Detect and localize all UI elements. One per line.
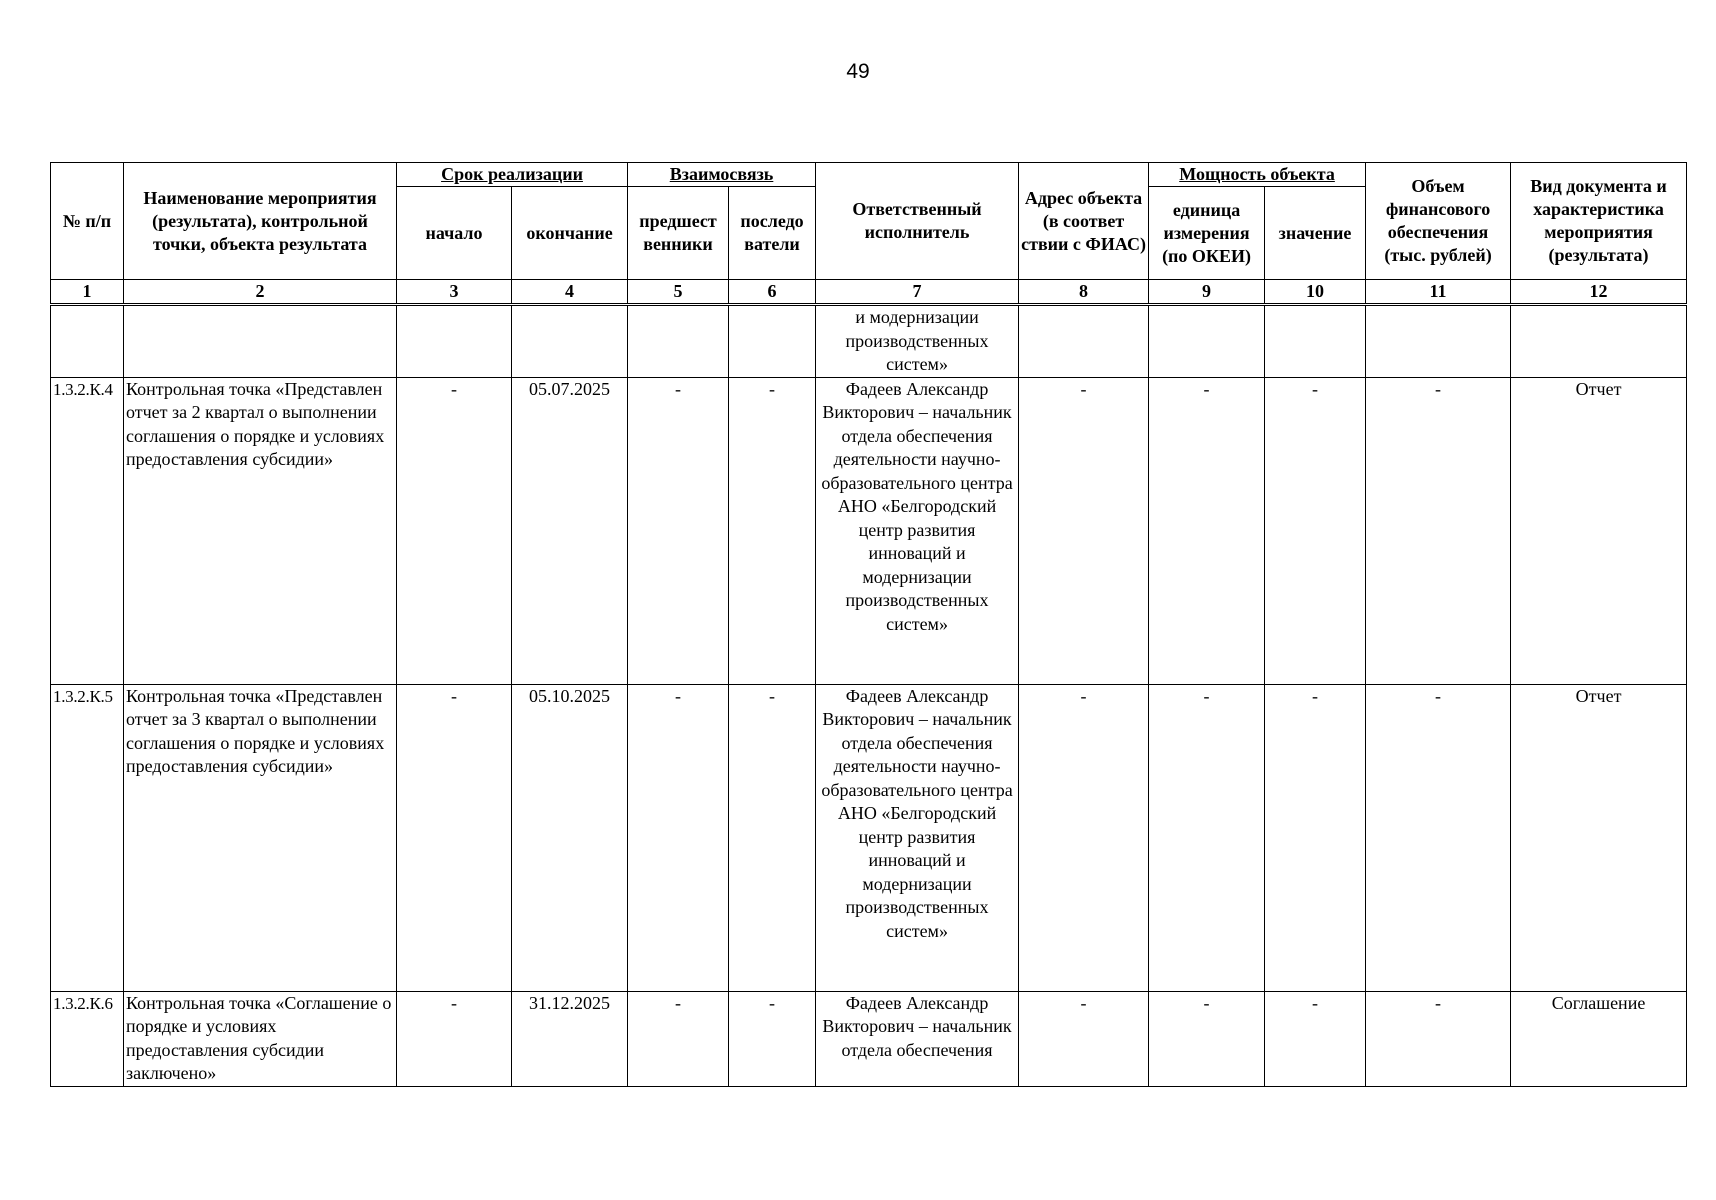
- header-successors: последо ватели: [729, 187, 816, 280]
- cell-predecessors: -: [628, 377, 729, 684]
- table-row: [51, 377, 1687, 684]
- cell-name: Контрольная точка «Представлен отчет за 2 квартал о выполнении соглашения о порядке и условиях предоставления субсидии»: [124, 377, 397, 684]
- column-number: 11: [1366, 280, 1511, 305]
- cell-unit: -: [1149, 377, 1265, 684]
- page-number: 49: [846, 60, 870, 83]
- empty-cell: [1511, 305, 1687, 378]
- column-number: 12: [1511, 280, 1687, 305]
- column-number: 7: [816, 280, 1019, 305]
- table-header: [51, 163, 1687, 305]
- plan-table: [50, 162, 1687, 1087]
- cell-responsible: Фадеев Александр Викторович – начальник отдела обеспечения деятельности научно-образовательного центра АНО «Белгородский центр развития инноваций и модернизации производственных систем»: [816, 377, 1019, 684]
- cell-address: -: [1019, 991, 1149, 1086]
- column-number: 9: [1149, 280, 1265, 305]
- cell-doc: Отчет: [1511, 377, 1687, 684]
- empty-cell: [1019, 305, 1149, 378]
- empty-cell: [512, 305, 628, 378]
- header-doc: Вид документа и характеристика мероприятия (результата): [1511, 163, 1687, 280]
- cell-responsible: Фадеев Александр Викторович – начальник отдела обеспечения: [816, 991, 1019, 1086]
- header-capacity: Мощность объекта: [1149, 163, 1366, 187]
- continuation-row: [51, 305, 1687, 378]
- column-number: 3: [397, 280, 512, 305]
- cell-predecessors: -: [628, 991, 729, 1086]
- cell-address: -: [1019, 377, 1149, 684]
- empty-cell: [51, 305, 124, 378]
- cell-address: -: [1019, 684, 1149, 991]
- cell-unit: -: [1149, 684, 1265, 991]
- cell-name: Контрольная точка «Соглашение о порядке и условиях предоставления субсидии заключено»: [124, 991, 397, 1086]
- cell-num: 1.3.2.К.4: [51, 377, 124, 684]
- header-value: значение: [1265, 187, 1366, 280]
- header-start: начало: [397, 187, 512, 280]
- column-number: 6: [729, 280, 816, 305]
- column-number: 8: [1019, 280, 1149, 305]
- cell-successors: -: [729, 684, 816, 991]
- cell-predecessors: -: [628, 684, 729, 991]
- cell-value: -: [1265, 991, 1366, 1086]
- header-unit: единица измерения (по ОКЕИ): [1149, 187, 1265, 280]
- cell-num: 1.3.2.К.5: [51, 684, 124, 991]
- header-responsible: Ответственный исполнитель: [816, 163, 1019, 280]
- empty-cell: [124, 305, 397, 378]
- cell-start: -: [397, 684, 512, 991]
- header-end: окончание: [512, 187, 628, 280]
- empty-cell: [397, 305, 512, 378]
- cell-responsible: Фадеев Александр Викторович – начальник отдела обеспечения деятельности научно-образовательного центра АНО «Белгородский центр развития инноваций и модернизации производственных систем»: [816, 684, 1019, 991]
- empty-cell: [729, 305, 816, 378]
- cell-unit: -: [1149, 991, 1265, 1086]
- cell-finance: -: [1366, 991, 1511, 1086]
- header-num: № п/п: [51, 163, 124, 280]
- cell-doc: Отчет: [1511, 684, 1687, 991]
- cell-finance: -: [1366, 377, 1511, 684]
- column-number: 5: [628, 280, 729, 305]
- header-predecessors: предшест венники: [628, 187, 729, 280]
- cell-finance: -: [1366, 684, 1511, 991]
- table-body: [51, 305, 1687, 1087]
- empty-cell: [1366, 305, 1511, 378]
- cell-successors: -: [729, 991, 816, 1086]
- column-number: 2: [124, 280, 397, 305]
- header-name: Наименование мероприятия (результата), контрольной точки, объекта результата: [124, 163, 397, 280]
- cell-value: -: [1265, 684, 1366, 991]
- cell-name: Контрольная точка «Представлен отчет за 3 квартал о выполнении соглашения о порядке и условиях предоставления субсидии»: [124, 684, 397, 991]
- cell-end: 05.07.2025: [512, 377, 628, 684]
- column-number: 4: [512, 280, 628, 305]
- header-finance: Объем финансового обеспечения (тыс. рублей): [1366, 163, 1511, 280]
- cell-start: -: [397, 991, 512, 1086]
- column-numbers-row: [51, 280, 1687, 305]
- cell-end: 31.12.2025: [512, 991, 628, 1086]
- table-row: [51, 991, 1687, 1086]
- header-relation: Взаимосвязь: [628, 163, 816, 187]
- column-number: 1: [51, 280, 124, 305]
- header-period: Срок реализации: [397, 163, 628, 187]
- empty-cell: [1265, 305, 1366, 378]
- cell-end: 05.10.2025: [512, 684, 628, 991]
- cell-doc: Соглашение: [1511, 991, 1687, 1086]
- cell-successors: -: [729, 377, 816, 684]
- cell-num: 1.3.2.К.6: [51, 991, 124, 1086]
- cell-responsible: и модернизации производственных систем»: [816, 305, 1019, 378]
- empty-cell: [628, 305, 729, 378]
- cell-start: -: [397, 377, 512, 684]
- empty-cell: [1149, 305, 1265, 378]
- column-number: 10: [1265, 280, 1366, 305]
- header-address: Адрес объекта (в соответ ствии с ФИАС): [1019, 163, 1149, 280]
- cell-value: -: [1265, 377, 1366, 684]
- table-row: [51, 684, 1687, 991]
